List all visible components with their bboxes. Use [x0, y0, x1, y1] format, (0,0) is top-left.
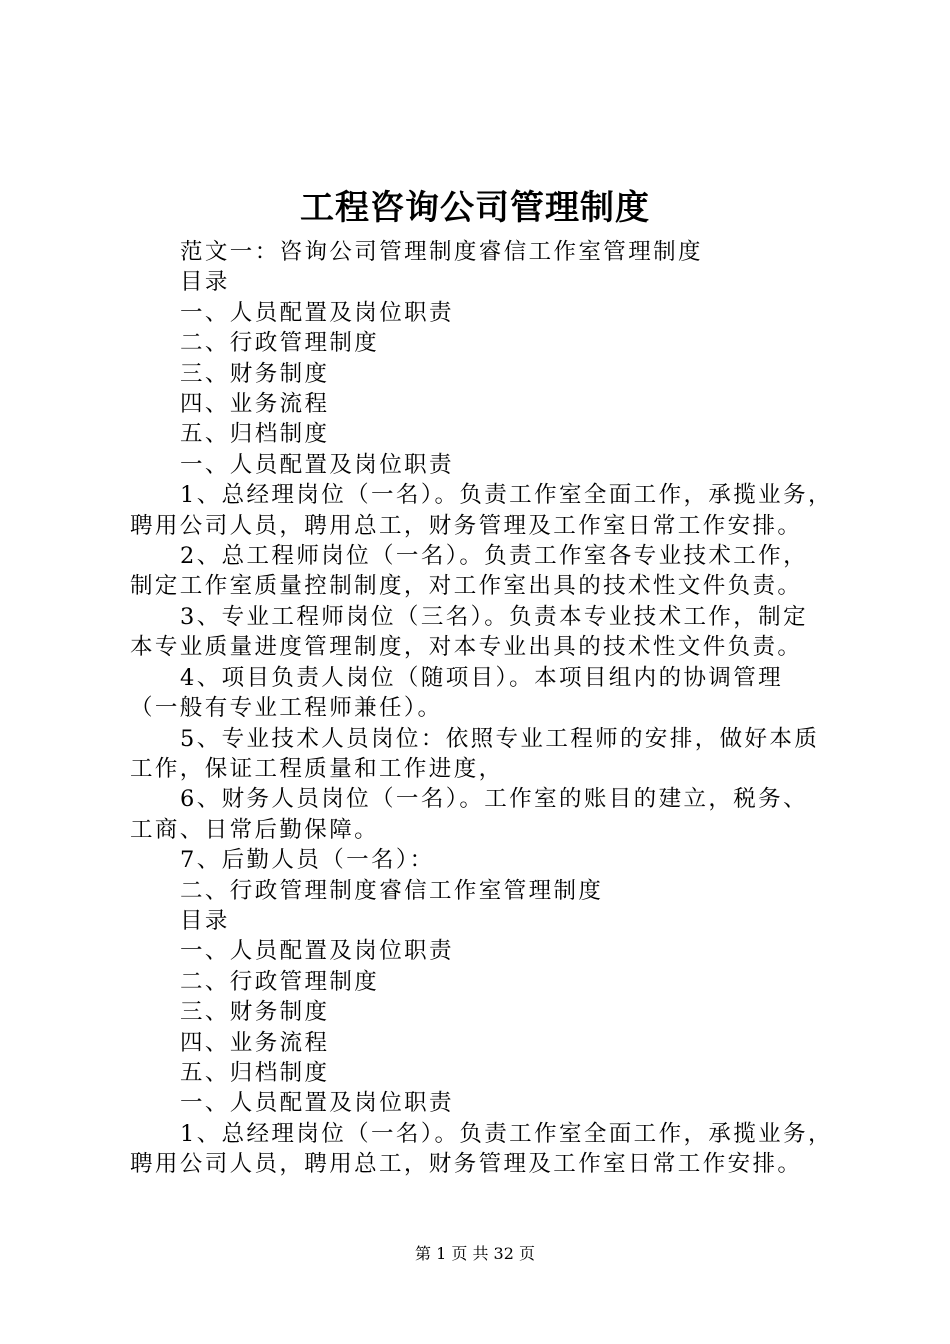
- text-line: 一、人员配置及岗位职责: [180, 451, 454, 478]
- text-line: 二、行政管理制度睿信工作室管理制度: [180, 877, 604, 904]
- text-line: 二、行政管理制度: [180, 330, 380, 357]
- text-line: 范文一：咨询公司管理制度睿信工作室管理制度: [180, 239, 703, 265]
- text-line: 一、人员配置及岗位职责: [180, 938, 454, 965]
- text-line: 五、归档制度: [180, 1059, 330, 1086]
- text-line: 一、人员配置及岗位职责: [180, 1090, 454, 1117]
- text-line: 工商、日常后勤保障。: [130, 816, 380, 843]
- text-line: 一、人员配置及岗位职责: [180, 299, 454, 326]
- text-line: 本专业质量进度管理制度，对本专业出具的技术性文件负责。: [130, 634, 803, 661]
- text-line: 制定工作室质量控制制度，对工作室出具的技术性文件负责。: [130, 573, 803, 600]
- text-line: 工作，保证工程质量和工作进度，: [130, 755, 504, 782]
- text-line: 1、总经理岗位（一名）。负责工作室全面工作，承揽业务，: [180, 1120, 833, 1147]
- text-line: 目录: [180, 907, 230, 934]
- text-line: 三、财务制度: [180, 999, 330, 1026]
- text-line: 2、总工程师岗位（一名）。负责工作室各专业技术工作，: [180, 543, 808, 570]
- text-line: 5、专业技术人员岗位：依照专业工程师的安排，做好本质: [180, 725, 820, 752]
- text-line: 聘用公司人员，聘用总工，财务管理及工作室日常工作安排。: [130, 1151, 803, 1178]
- text-line: 4、项目负责人岗位（随项目）。本项目组内的协调管理: [180, 664, 784, 691]
- document-title: 工程咨询公司管理制度: [300, 188, 650, 228]
- text-line: 1、总经理岗位（一名）。负责工作室全面工作，承揽业务，: [180, 482, 833, 509]
- text-line: 三、财务制度: [180, 360, 330, 387]
- text-line: 3、专业工程师岗位（三名）。负责本专业技术工作，制定: [180, 603, 808, 630]
- text-line: 五、归档制度: [180, 421, 330, 448]
- document-body: [130, 237, 850, 1180]
- text-line: 四、业务流程: [180, 1029, 330, 1056]
- text-line: 二、行政管理制度: [180, 968, 380, 995]
- text-line: 6、财务人员岗位（一名）。工作室的账目的建立，税务、: [180, 786, 808, 813]
- text-line: 聘用公司人员，聘用总工，财务管理及工作室日常工作安排。: [130, 512, 803, 539]
- text-line: 目录: [180, 269, 230, 296]
- page-footer: 第 1 页 共 32 页: [415, 1244, 535, 1263]
- text-line: （一般有专业工程师兼任）。: [130, 695, 443, 722]
- text-line: 7、后勤人员（一名）：: [180, 847, 435, 874]
- text-line: 四、业务流程: [180, 391, 330, 418]
